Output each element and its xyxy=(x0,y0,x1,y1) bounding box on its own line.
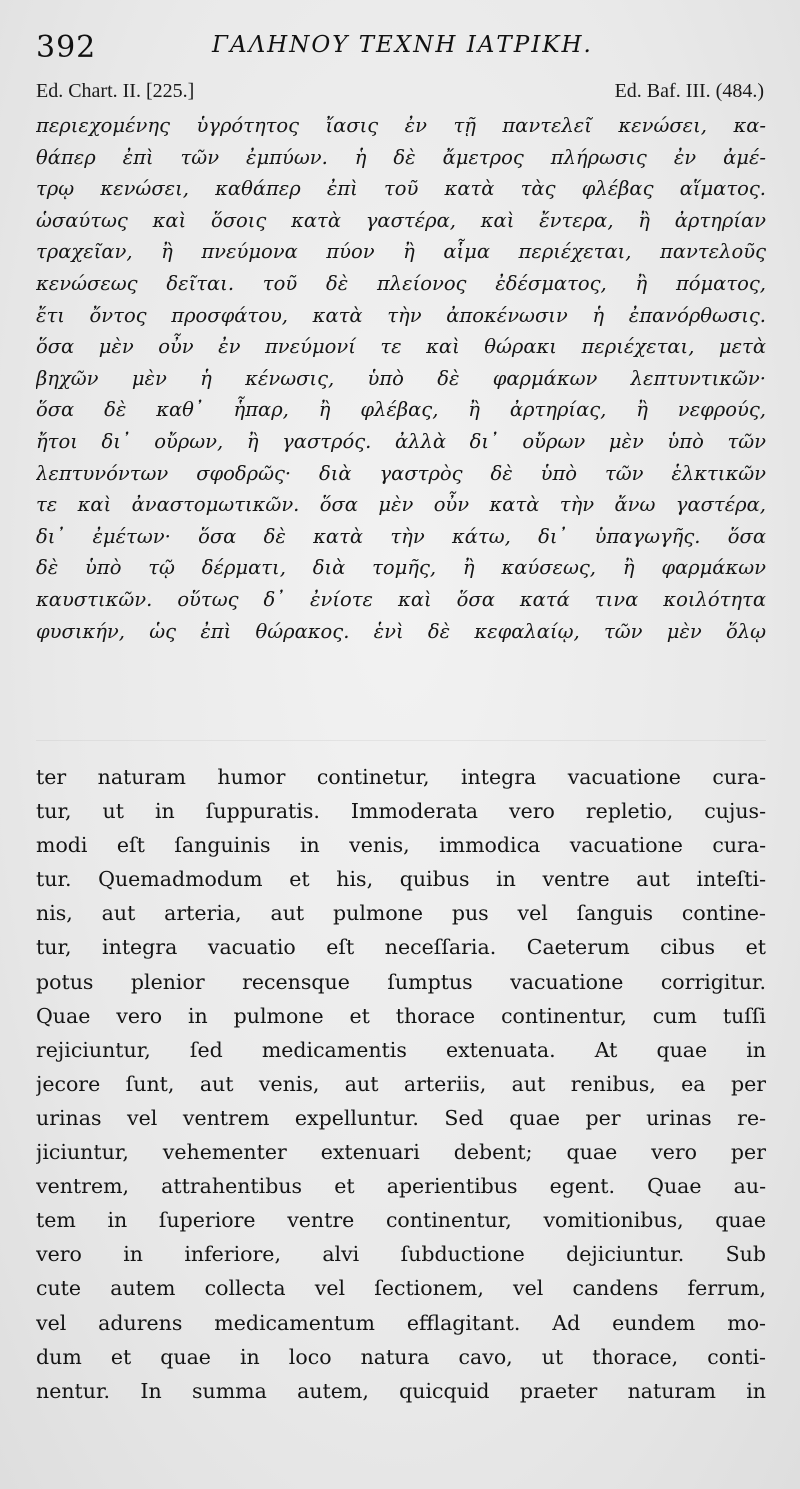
latin-text-line: ter naturam humor continetur, integra vacuatione cura- xyxy=(36,765,766,789)
latin-text-line: vero in inferiore, alvi ſubductione dejiciuntur. Sub xyxy=(36,1242,766,1267)
greek-text-line: καυστικῶν. οὕτως δ᾽ ἐνίοτε καὶ ὅσα κατά τινα κοιλότητα xyxy=(36,587,766,611)
latin-text-line: jiciuntur, vehementer extenuari debent; quae vero per xyxy=(36,1140,766,1165)
greek-text-line: λεπτυνόντων σφοδρῶς· διὰ γαστρὸς δὲ ὑπὸ τῶν ἑλκτικῶν xyxy=(36,461,766,485)
latin-text-line: potus plenior recensque ſumptus vacuatione corrigitur. xyxy=(36,969,766,994)
greek-text-block xyxy=(36,110,766,647)
section-divider xyxy=(36,740,766,741)
latin-text-line: nentur. In summa autem, quicquid praeter naturam in xyxy=(36,1378,766,1403)
greek-text-line: περιεχομένης ὑγρότητος ἴασις ἐν τῇ παντελεῖ κενώσει, κα- xyxy=(36,114,766,137)
greek-text-line: κενώσεως δεῖται. τοῦ δὲ πλείονος ἐδέσματος, ἢ πόματος, xyxy=(36,271,766,295)
greek-text-line: ἔτι ὄντος προσφάτου, κατὰ τὴν ἀποκένωσιν ἡ ἐπανόρθωσις. xyxy=(36,303,766,327)
greek-text-line: τρῳ κενώσει, καθάπερ ἐπὶ τοῦ κατὰ τὰς φλέβας αἵματος. xyxy=(36,177,766,201)
latin-text-line: urinas vel ventrem expelluntur. Sed quae per urinas re- xyxy=(36,1105,766,1130)
edition-chart-reference: Ed. Chart. II. [225.] xyxy=(36,80,195,102)
latin-text-line: cute autem collecta vel ſectionem, vel candens ferrum, xyxy=(36,1276,766,1301)
greek-text-line: δι᾽ ἐμέτων· ὅσα δὲ κατὰ τὴν κάτω, δι᾽ ὑπαγωγῆς. ὅσα xyxy=(36,524,766,548)
greek-text-line: βηχῶν μὲν ἡ κένωσις, ὑπὸ δὲ φαρμάκων λεπτυντικῶν· xyxy=(36,366,766,390)
edition-reference-line xyxy=(36,80,764,108)
page-number: 392 xyxy=(36,30,97,65)
greek-text-line: ὅσα δὲ καθ᾽ ἧπαρ, ἢ φλέβας, ἢ ἀρτηρίας, ἢ νεφρούς, xyxy=(36,398,766,422)
latin-text-line: vel adurens medicamentum efflagitant. Ad eundem mo- xyxy=(36,1310,766,1335)
greek-text-line: τε καὶ ἀναστομωτικῶν. ὅσα μὲν οὖν κατὰ τὴν ἄνω γαστέρα, xyxy=(36,493,766,517)
latin-text-line: rejiciuntur, ſed medicamentis extenuata. At quae in xyxy=(36,1037,766,1062)
greek-text-line: ὡσαύτως καὶ ὅσοις κατὰ γαστέρα, καὶ ἔντερα, ἢ ἀρτηρίαν xyxy=(36,208,766,232)
latin-text-line: ventrem, attrahentibus et aperientibus egent. Quae au- xyxy=(36,1174,766,1199)
greek-text-line: φυσικήν, ὡς ἐπὶ θώρακος. ἑνὶ δὲ κεφαλαίῳ, τῶν μὲν ὅλῳ xyxy=(36,619,766,643)
latin-text-line: tur, integra vacuatio eſt neceſſaria. Caeterum cibus et xyxy=(36,935,766,960)
greek-text-line: δὲ ὑπὸ τῷ δέρματι, διὰ τομῆς, ἢ καύσεως, ἢ φαρμάκων xyxy=(36,556,766,580)
latin-text-line: Quae vero in pulmone et thorace continentur, cum tuſſi xyxy=(36,1003,766,1028)
greek-text-line: ὅσα μὲν οὖν ἐν πνεύμονί τε καὶ θώρακι περιέχεται, μετὰ xyxy=(36,335,766,359)
latin-text-line: modi eſt ſanguinis in venis, immodica vacuatione cura- xyxy=(36,833,766,858)
running-head xyxy=(36,26,776,66)
latin-text-line: tem in ſuperiore ventre continentur, vomitionibus, quae xyxy=(36,1208,766,1233)
latin-text-line: tur. Quemadmodum et his, quibus in ventre aut inteſti- xyxy=(36,867,766,892)
latin-text-line: dum et quae in loco natura cavo, ut thorace, conti- xyxy=(36,1344,766,1369)
page-title: ΓΑΛΗΝΟΥ ΤΕΧΝΗ ΙΑΤΡΙΚΗ. xyxy=(212,32,593,58)
latin-text-block xyxy=(36,760,766,1408)
greek-text-line: θάπερ ἐπὶ τῶν ἐμπύων. ἡ δὲ ἄμετρος πλήρωσις ἐν ἀμέ- xyxy=(36,145,766,169)
greek-text-line: ἤτοι δι᾽ οὔρων, ἢ γαστρός. ἀλλὰ δι᾽ οὔρων μὲν ὑπὸ τῶν xyxy=(36,429,766,453)
latin-text-line: nis, aut arteria, aut pulmone pus vel ſanguis contine- xyxy=(36,901,766,926)
latin-text-line: tur, ut in ſuppuratis. Immoderata vero repletio, cujus- xyxy=(36,799,766,824)
edition-basel-reference: Ed. Baf. III. (484.) xyxy=(614,80,764,102)
greek-text-line: τραχεῖαν, ἢ πνεύμονα πύον ἢ αἷμα περιέχεται, παντελοῦς xyxy=(36,240,766,264)
latin-text-line: jecore ſunt, aut venis, aut arteriis, aut renibus, ea per xyxy=(36,1071,766,1096)
